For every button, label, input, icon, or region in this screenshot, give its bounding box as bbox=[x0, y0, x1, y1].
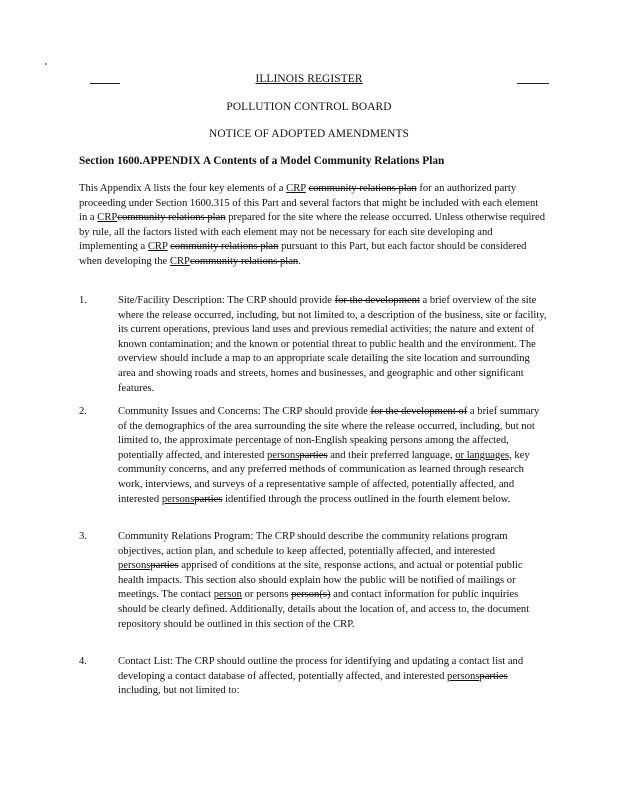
deleted-text: community relations plan bbox=[117, 212, 226, 224]
deleted-text: community relations plan bbox=[170, 241, 279, 253]
section-title: Section 1600.APPENDIX A Contents of a Model Community Relations Plan bbox=[79, 155, 445, 167]
deleted-text: parties bbox=[299, 449, 328, 461]
inserted-text: persons bbox=[266, 449, 300, 461]
inserted-text: or languages, bbox=[455, 449, 512, 461]
agency-heading: ILLINOIS REGISTER bbox=[255, 73, 363, 85]
list-item-community-issues bbox=[79, 405, 549, 507]
inserted-text: persons bbox=[118, 560, 151, 572]
list-item-community-relations-program bbox=[79, 530, 549, 632]
inserted-text: CRP bbox=[169, 255, 190, 267]
list-item-contact-list bbox=[79, 655, 549, 699]
inserted-text: CRP bbox=[97, 212, 118, 224]
intro-paragraph: This Appendix A lists the four key elements of a CRP community relations plan for an authorized party proceeding under Section 1600.315 of this Part and several factors that might be included with each element in a CRPcommunity relations plan prepared for the site where the release occurred. Unless otherwise required by rule, all the factors listed with each element may not be necessary for each site developing and implementing a CRP community relations plan pursuant to this Part, but each factor should be considered when developing the CRPcommunity relations plan. bbox=[79, 183, 545, 267]
notice-heading: NOTICE OF ADOPTED AMENDMENTS bbox=[209, 128, 409, 140]
scan-speck bbox=[45, 63, 47, 65]
list-item-text: Community Issues and Concerns: The CRP should provide for the development of a brief summary of the demographics of the area surrounding the site where the release occurred, including, but not limited to, the approximate percentage of non-English speaking persons among the affected, potentially affected, and interested personsparties and their preferred language, or languages, key community concerns, and any preferred methods of communication as learned through research work, interviews, and surveys of a representative sample of affected, potentially affected, and interested personsparties identified through the process outlined in the fourth element below. bbox=[118, 406, 540, 505]
deleted-text: for the development bbox=[334, 295, 420, 306]
inserted-text: persons bbox=[447, 670, 480, 682]
deleted-text: parties bbox=[479, 670, 508, 682]
list-item-number: 1. bbox=[79, 295, 87, 306]
list-item-text: Community Relations Program: The CRP should describe the community relations program objectives, action plan, and schedule to keep affected, potentially affected, and interested personsparties apprised of conditions at the site, response actions, and actual or potential public health impacts. This section also should explain how the public will be notified of mailings or meetings. The contact person or persons person(s) and contact information for public inquiries should be clearly defined. Additionally, details about the location of, and access to, the document repository should be outlined in this section of the CRP. bbox=[118, 531, 530, 630]
deleted-text: community relations plan bbox=[189, 255, 299, 267]
inserted-text: person bbox=[213, 589, 242, 601]
deleted-text: parties bbox=[194, 493, 223, 505]
inserted-text: persons bbox=[161, 493, 195, 505]
list-item-number: 2. bbox=[79, 406, 87, 417]
inserted-text: CRP bbox=[286, 183, 306, 194]
list-item-number: 4. bbox=[79, 656, 87, 667]
deleted-text: parties bbox=[150, 560, 179, 572]
deleted-text: person(s) bbox=[291, 589, 331, 601]
list-item-text: Site/Facility Description: The CRP should provide for the development a brief overview of the site where the release occurred, including, but not limited to, a description of the business, site or facility, its current operations, previous land uses and previous remedial activities; the nature and extent of known contamination; and the known or potential threat to public health and the environment. The overview should include a map to an appropriate scale detailing the site location and surrounding area and showing roads and streets, homes and businesses, and geographic and other significant features. bbox=[118, 295, 547, 394]
list-item-number: 3. bbox=[79, 531, 87, 542]
board-heading: POLLUTION CONTROL BOARD bbox=[226, 101, 392, 113]
list-item-site-description bbox=[79, 294, 549, 396]
deleted-text: community relations plan bbox=[308, 183, 417, 194]
inserted-text: CRP bbox=[147, 241, 168, 253]
deleted-text: for the development of bbox=[370, 406, 468, 417]
list-item-text: Contact List: The CRP should outline the process for identifying and updating a contact list and developing a contact database of affected, potentially affected, and interested personsparties including, but not limited to: bbox=[118, 656, 524, 697]
